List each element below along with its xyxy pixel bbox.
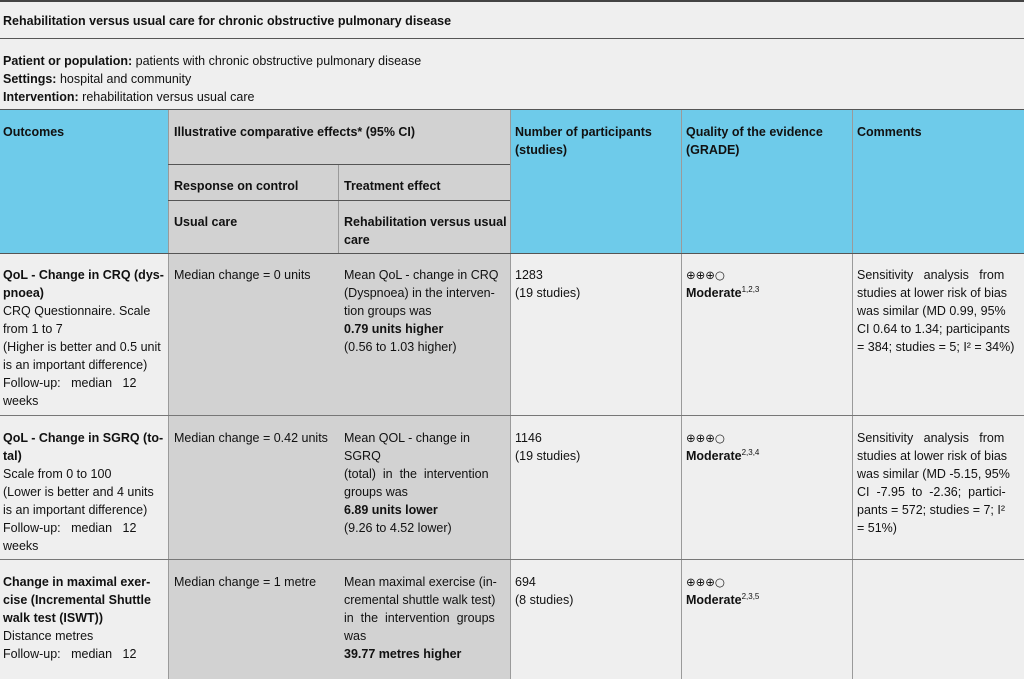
effect-ci: (0.56 to 1.03 higher) [344, 340, 457, 354]
grade-cell [686, 266, 759, 302]
intervention-value: rehabilitation versus usual care [78, 90, 255, 104]
effect-line: Mean QoL - change in CRQ [344, 268, 499, 282]
outcome-detail-line: Distance metres [3, 629, 94, 643]
table-row-iswt-outcome [3, 573, 165, 663]
comment-line: CI -7.95 to -2.36; partici- [857, 485, 1006, 499]
header-effects: Illustrative comparative effects* (95% CI) [174, 125, 416, 139]
effect-line: groups was [344, 485, 408, 499]
header-participants-line2: (studies) [515, 143, 568, 157]
outcome-title-line: tal) [3, 449, 22, 463]
effect-line: (total) in the intervention [344, 467, 489, 481]
table-title: Rehabilitation versus usual care for chronic obstructive pulmonary disease [3, 14, 452, 28]
outcome-detail-line: (Lower is better and 4 units [3, 485, 154, 499]
divider [168, 110, 169, 679]
outcome-detail-line: Follow-up: median 12 [3, 521, 137, 535]
comments-cell [857, 429, 1019, 537]
header-treatment-effect: Treatment effect [344, 179, 441, 193]
grade-label: Moderate [686, 449, 742, 463]
header-rehab-line2: care [344, 233, 370, 247]
control-response: Median change = 0 units [174, 268, 311, 282]
grade-symbols-icon: ⊕⊕⊕○ [686, 575, 725, 589]
table-row-crq-outcome [3, 266, 165, 410]
outcome-detail-line: is an important difference) [3, 358, 148, 372]
participants-count: 694 [515, 575, 536, 589]
outcome-title-line: walk test (ISWT)) [3, 611, 104, 625]
outcome-title-line: QoL - Change in SGRQ (to- [3, 431, 164, 445]
grade-footnotes: 1,2,3 [741, 284, 760, 294]
grade-label: Moderate [686, 286, 742, 300]
outcome-detail-line: is an important difference) [3, 503, 148, 517]
table-row-sgrq-outcome [3, 429, 165, 555]
header-outcomes: Outcomes [3, 125, 65, 139]
participants-cell [515, 573, 573, 609]
studies-count: (19 studies) [515, 286, 581, 300]
outcome-title-line: Change in maximal exer- [3, 575, 151, 589]
comment-line: was similar (MD -5.15, 95% [857, 467, 1010, 481]
comment-line: = 51%) [857, 521, 897, 535]
header-participants-line1: Number of participants [515, 125, 652, 139]
outcome-detail-line: Scale from 0 to 100 [3, 467, 112, 481]
grade-footnotes: 2,3,4 [741, 447, 760, 457]
effect-line: was [344, 629, 367, 643]
treatment-effect [344, 266, 508, 356]
comment-line: = 384; studies = 5; I² = 34%) [857, 340, 1015, 354]
control-response: Median change = 1 metre [174, 575, 317, 589]
divider [852, 110, 853, 679]
outcome-detail-line: from 1 to 7 [3, 322, 63, 336]
participants-count: 1146 [515, 431, 542, 445]
intervention-label: Intervention: [3, 90, 79, 104]
header-subrule [168, 200, 510, 201]
header-top-rule [0, 109, 1024, 110]
effect-line: (Dyspnoea) in the interven- [344, 286, 495, 300]
population-block [3, 52, 421, 106]
studies-count: (19 studies) [515, 449, 581, 463]
effect-estimate: 6.89 units lower [344, 503, 438, 517]
participants-count: 1283 [515, 268, 543, 282]
header-comments: Comments [857, 125, 922, 139]
effect-estimate: 0.79 units higher [344, 322, 444, 336]
title-rule [0, 38, 1024, 39]
row-rule [0, 559, 1024, 560]
top-rule [0, 0, 1024, 2]
grade-label: Moderate [686, 593, 742, 607]
divider [338, 164, 339, 253]
outcome-title-line: QoL - Change in CRQ (dys- [3, 268, 164, 282]
grade-symbols-icon: ⊕⊕⊕○ [686, 431, 725, 445]
divider [510, 110, 511, 679]
grade-footnotes: 2,3,5 [741, 591, 760, 601]
outcome-detail-line: CRQ Questionnaire. Scale [3, 304, 151, 318]
divider [681, 110, 682, 679]
header-bottom-rule [0, 253, 1024, 254]
outcome-detail-line: Follow-up: median 12 [3, 647, 137, 661]
comment-line: was similar (MD 0.99, 95% [857, 304, 1006, 318]
effect-line: Mean maximal exercise (in- [344, 575, 497, 589]
effect-estimate: 39.77 metres higher [344, 647, 462, 661]
header-rehab-line1: Rehabilitation versus usual [344, 215, 507, 229]
studies-count: (8 studies) [515, 593, 574, 607]
effect-line: cremental shuttle walk test) [344, 593, 496, 607]
patient-value: patients with chronic obstructive pulmonary disease [132, 54, 422, 68]
comment-line: CI 0.64 to 1.34; participants [857, 322, 1010, 336]
comment-line: Sensitivity analysis from [857, 431, 1005, 445]
comment-line: studies at lower risk of bias [857, 286, 1008, 300]
outcome-detail-line: weeks [3, 394, 39, 408]
header-subrule [168, 164, 510, 165]
comments-cell [857, 266, 1019, 356]
effect-line: tion groups was [344, 304, 432, 318]
outcome-detail-line: (Higher is better and 0.5 unit [3, 340, 161, 354]
participants-cell [515, 429, 580, 465]
header-usual-care: Usual care [174, 215, 238, 229]
comment-line: studies at lower risk of bias [857, 449, 1008, 463]
header-quality-line1: Quality of the evidence [686, 125, 823, 139]
outcome-detail-line: Follow-up: median 12 [3, 376, 137, 390]
header-quality-line2: (GRADE) [686, 143, 740, 157]
effect-ci: (9.26 to 4.52 lower) [344, 521, 452, 535]
grade-cell [686, 573, 759, 609]
treatment-effect [344, 573, 508, 663]
treatment-effect [344, 429, 508, 537]
outcome-detail-line: weeks [3, 539, 39, 553]
header-response-control: Response on control [174, 179, 299, 193]
patient-label: Patient or population: [3, 54, 133, 68]
outcome-title-line: pnoea) [3, 286, 44, 300]
row-rule [0, 415, 1024, 416]
effect-line: in the intervention groups [344, 611, 495, 625]
grade-symbols-icon: ⊕⊕⊕○ [686, 268, 725, 282]
settings-value: hospital and community [56, 72, 192, 86]
participants-cell [515, 266, 580, 302]
control-response: Median change = 0.42 units [174, 431, 328, 445]
outcome-title-line: cise (Incremental Shuttle [3, 593, 151, 607]
comment-line: pants = 572; studies = 7; I² [857, 503, 1006, 517]
grade-cell [686, 429, 759, 465]
effect-line: Mean QOL - change in SGRQ [344, 431, 470, 463]
comment-line: Sensitivity analysis from [857, 268, 1005, 282]
settings-label: Settings: [3, 72, 57, 86]
